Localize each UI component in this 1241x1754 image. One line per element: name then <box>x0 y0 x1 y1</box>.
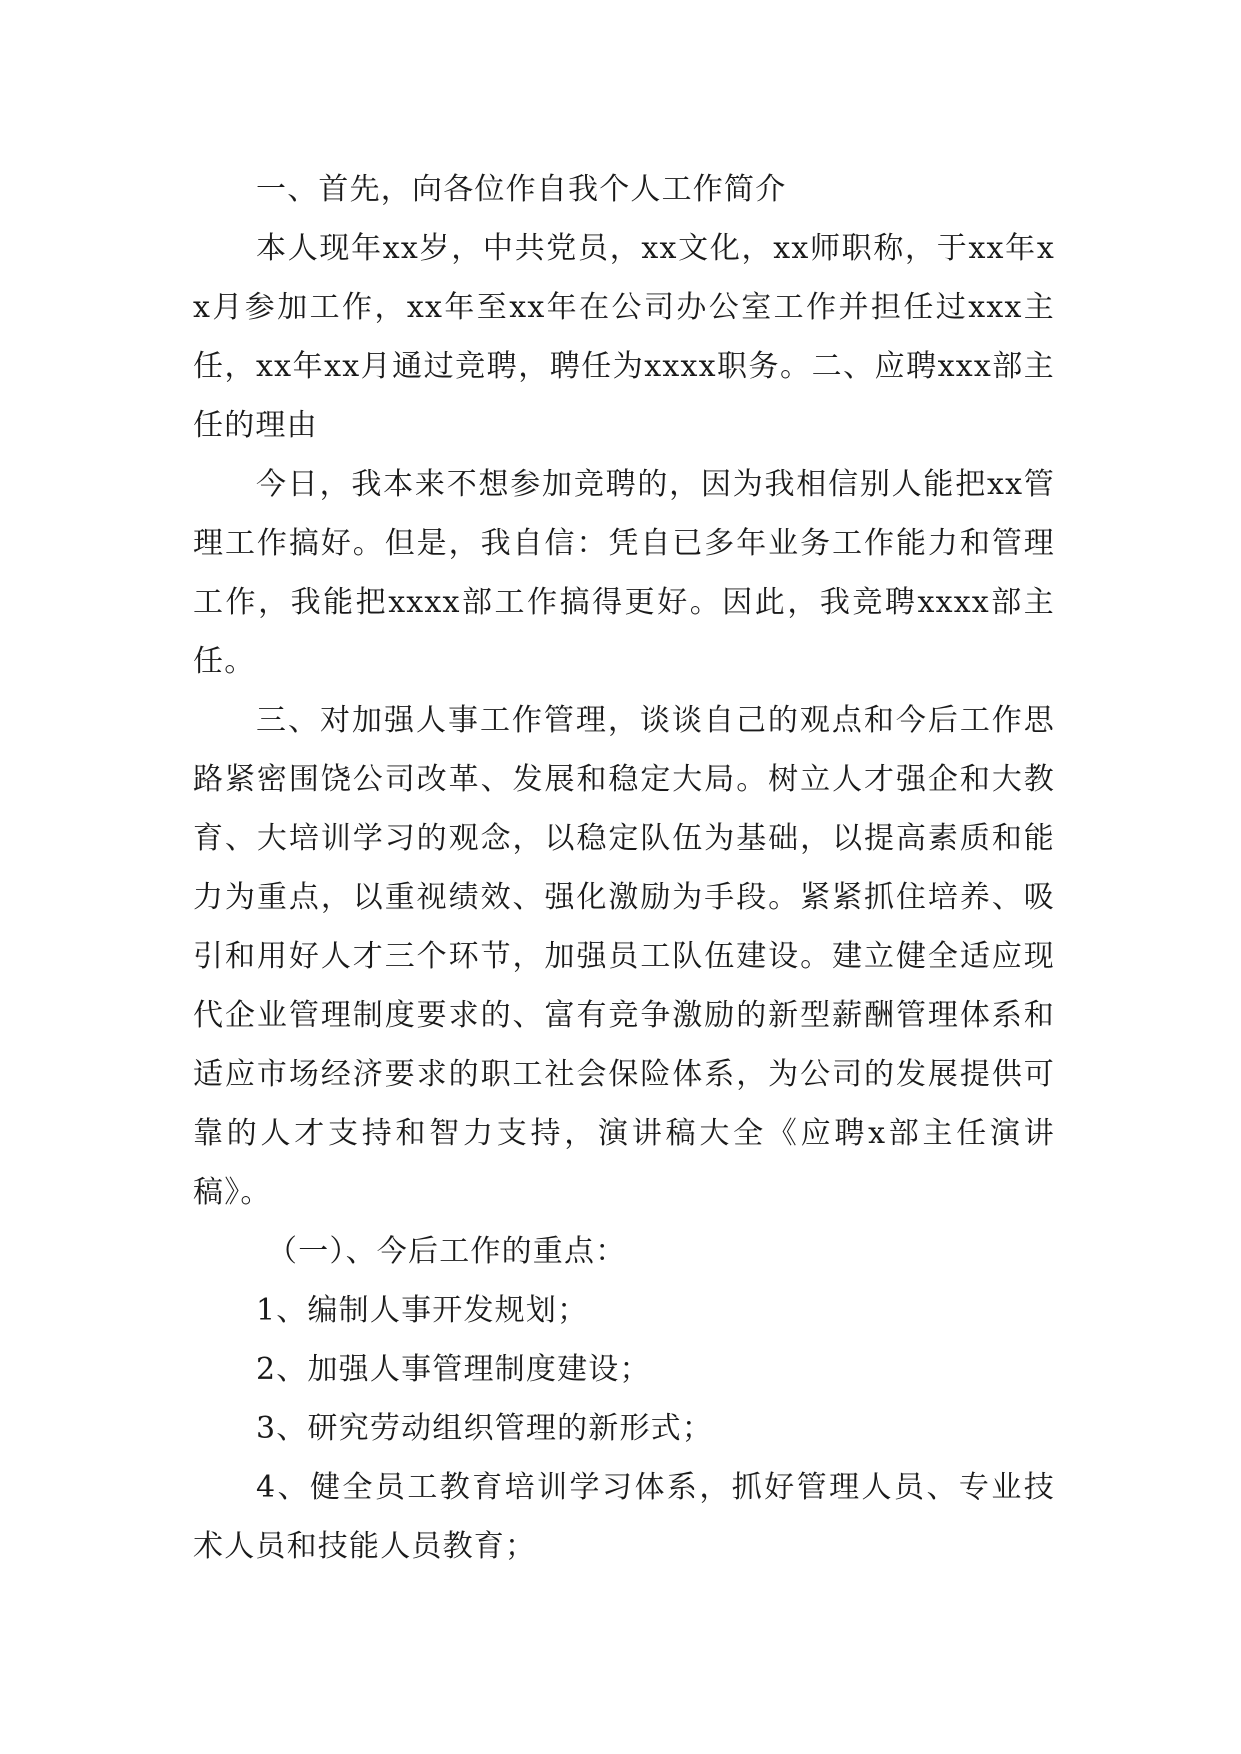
paragraph-self-intro: 本人现年xx岁，中共党员，xx文化，xx师职称，于xx年xx月参加工作，xx年至xx年在公司办公室工作并担任过xxx主任，xx年xx月通过竞聘，聘任为xxxx职务。二、应聘xxx部主任的理由 <box>193 231 1055 443</box>
list-item: 1、编制人事开发规划； <box>256 1293 589 1328</box>
paragraph-management-views: 三、对加强人事工作管理，谈谈自己的观点和今后工作思路紧密围饶公司改革、发展和稳定大局。树立人才强企和大教育、大培训学习的观念，以稳定队伍为基础，以提高素质和能力为重点，以重视绩效、强化激励为手段。紧紧抓住培养、吸引和用好人才三个环节，加强员工队伍建设。建立健全适应现代企业管理制度要求的、富有竞争激励的新型薪酬管理体系和适应市场经济要求的职工社会保险体系，为公司的发展提供可靠的人才支持和智力支持，演讲稿大全《应聘x部主任演讲稿》。 <box>193 703 1055 1210</box>
paragraph-work-focus-heading: （一）、今后工作的重点： <box>267 1234 627 1269</box>
paragraph-self-intro-heading: 一、首先，向各位作自我个人工作简介 <box>256 172 787 207</box>
list-item: 2、加强人事管理制度建设； <box>256 1352 651 1387</box>
list-item: 4、健全员工教育培训学习体系，抓好管理人员、专业技术人员和技能人员教育； <box>193 1470 1055 1564</box>
document-body <box>193 160 1055 1576</box>
paragraph-reasons: 今日，我本来不想参加竞聘的，因为我相信别人能把xx管理工作搞好。但是，我自信：凭自已多年业务工作能力和管理工作，我能把xxxx部工作搞得更好。因此，我竞聘xxxx部主任。 <box>193 467 1055 679</box>
list-item: 3、研究劳动组织管理的新形式； <box>256 1411 714 1446</box>
